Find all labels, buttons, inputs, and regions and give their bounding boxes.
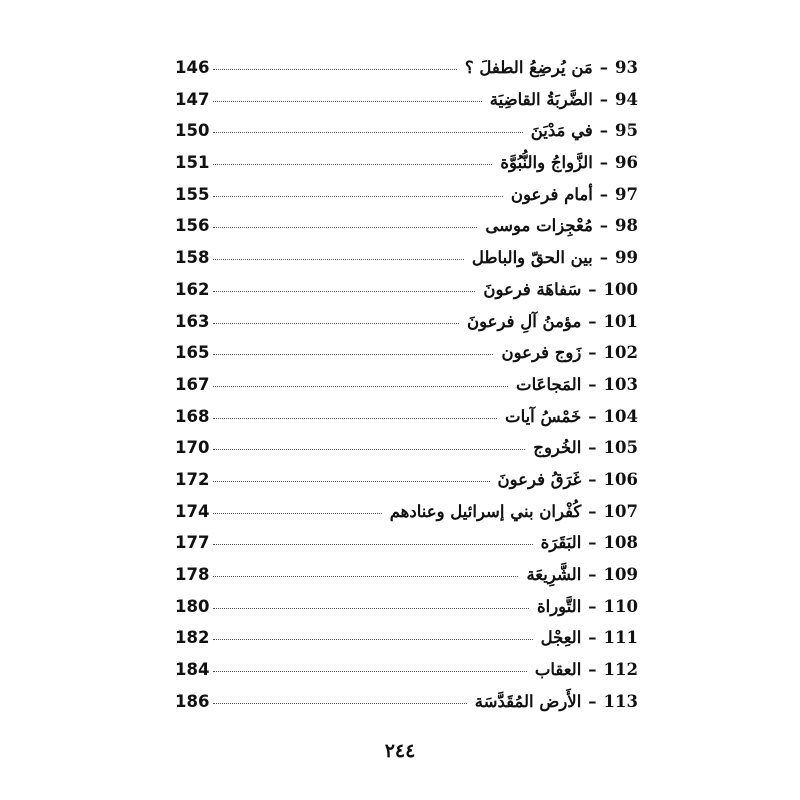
entry-dash: – [588,533,597,553]
entry-title: سَفاهَة فرعونَ [483,279,582,299]
toc-row-113 [175,692,638,724]
dot-leader [213,69,457,70]
dot-leader [213,639,533,640]
entry-dash: – [588,628,597,648]
toc-entry [472,248,638,267]
entry-number: 99 [615,248,638,268]
dot-leader [213,386,508,387]
entry-number: 107 [603,501,638,521]
toc-entry [498,470,638,489]
toc-entry [465,58,638,77]
dot-leader [213,576,518,577]
entry-number: 105 [603,438,638,458]
toc-entry [483,280,638,299]
dot-leader [213,291,475,292]
entry-title: الضَّربَةُ القاضِيَة [489,89,593,109]
toc-entry [511,185,638,204]
toc-row-99 [175,248,638,280]
entry-title: أمام فرعون [510,184,593,204]
entry-number: 100 [603,279,638,299]
entry-dash: – [588,343,597,363]
entry-page-ref: 178 [175,565,210,584]
toc-row-104 [175,407,638,439]
dot-leader [213,418,497,419]
entry-dash: – [599,153,609,173]
entry-page-ref: 168 [175,406,210,426]
entry-number: 101 [603,311,638,331]
entry-dash: – [599,248,609,268]
toc-row-103 [175,375,638,407]
toc-row-105 [175,438,638,470]
dot-leader [213,481,490,482]
entry-dash: – [588,311,597,331]
entry-dash: – [599,184,609,204]
dot-leader [213,354,493,355]
entry-number: 93 [615,58,638,77]
entry-page-ref: 146 [175,58,210,77]
toc-row-93 [175,58,638,90]
entry-dash: – [599,121,609,141]
toc-row-109 [175,565,638,597]
entry-number: 94 [615,89,638,109]
toc-entry [531,121,638,140]
entry-page-ref: 158 [175,248,210,268]
dot-leader [213,513,382,514]
page-number: ٢٤٤ [384,740,416,762]
dot-leader [213,164,492,165]
entry-page-ref: 186 [175,691,210,711]
toc-entry [390,502,638,521]
dot-leader [213,101,482,102]
entry-title: بين الحقّ والباطل [471,248,593,268]
toc-entry [500,153,638,172]
toc-row-100 [175,280,638,312]
entry-number: 113 [603,691,638,711]
entry-title: كُفْران بني إسرائيل وعنادهم [389,501,582,521]
entry-title: التَّوراة [536,596,582,616]
toc-row-95 [175,121,638,153]
entry-title: المَجاعَات [516,374,582,394]
entry-number: 109 [603,565,638,584]
toc-rows [175,58,638,723]
dot-leader [213,671,527,672]
dot-leader [213,608,529,609]
entry-title: البَقَرَة [540,533,582,553]
entry-page-ref: 163 [175,311,210,331]
entry-dash: – [588,501,597,521]
entry-number: 97 [615,184,638,204]
entry-page-ref: 184 [175,660,210,680]
entry-page-ref: 167 [175,374,210,394]
toc-row-97 [175,185,638,217]
dot-leader [213,132,523,133]
entry-dash: – [588,438,597,458]
toc-entry [526,565,638,584]
dot-leader [213,259,464,260]
toc-row-107 [175,502,638,534]
toc-entry [485,216,638,235]
entry-dash: – [599,58,609,77]
entry-page-ref: 177 [175,533,210,553]
entry-title: في مَدْيَنَ [530,121,593,141]
entry-title: زَوج فرعون [501,343,582,363]
toc-entry [490,90,638,109]
dot-leader [213,227,477,228]
entry-number: 102 [603,343,638,363]
entry-number: 108 [603,533,638,553]
table-of-contents [175,58,638,723]
entry-dash: – [588,406,597,426]
toc-entry [537,597,638,616]
entry-title: مؤمنُ آلِ فرعونَ [466,311,582,331]
entry-dash: – [588,279,597,299]
entry-page-ref: 182 [175,628,210,648]
entry-dash: – [588,374,597,394]
toc-row-102 [175,343,638,375]
entry-number: 104 [603,406,638,426]
entry-title: الشَّرِيعَة [526,565,582,584]
entry-number: 110 [603,596,638,616]
toc-row-106 [175,470,638,502]
toc-entry [516,375,638,394]
entry-number: 103 [603,374,638,394]
toc-row-96 [175,153,638,185]
entry-page-ref: 151 [175,153,210,173]
entry-title: خَمْسُ آيات [505,406,582,426]
toc-row-112 [175,660,638,692]
entry-number: 98 [615,216,638,236]
toc-entry [505,407,638,426]
dot-leader [213,703,467,704]
toc-entry [535,660,638,679]
toc-row-111 [175,628,638,660]
entry-dash: – [588,660,597,680]
toc-entry [467,312,638,331]
entry-number: 111 [603,628,638,648]
entry-title: العِجْل [540,628,582,648]
entry-dash: – [588,565,597,584]
toc-entry [541,628,638,647]
entry-page-ref: 170 [175,438,210,458]
entry-page-ref: 172 [175,469,210,489]
entry-title: الزَّواجُ والنُّبُوَّة [500,153,593,173]
entry-dash: – [588,469,597,489]
dot-leader [213,544,533,545]
entry-dash: – [599,89,609,109]
entry-title: الأَرض المُقَدَّسَة [474,691,582,711]
entry-dash: – [588,691,597,711]
toc-entry [501,343,638,362]
dot-leader [213,323,459,324]
toc-entry [475,692,638,711]
entry-page-ref: 150 [175,121,210,141]
entry-title: مُعْجِزات موسى [485,216,593,236]
entry-page-ref: 174 [175,501,210,521]
dot-leader [213,449,525,450]
toc-row-98 [175,216,638,248]
entry-number: 95 [615,121,638,141]
toc-row-101 [175,312,638,344]
toc-row-110 [175,597,638,629]
entry-title: غَرَقُ فرعونَ [497,469,582,489]
entry-title: مَن يُرضِعُ الطفلَ ؟ [464,58,593,77]
dot-leader [213,196,503,197]
entry-number: 106 [603,469,638,489]
entry-page-ref: 180 [175,596,210,616]
entry-number: 96 [615,153,638,173]
toc-entry [541,533,638,552]
entry-page-ref: 155 [175,184,210,204]
toc-row-108 [175,533,638,565]
entry-page-ref: 165 [175,343,210,363]
entry-number: 112 [603,660,638,680]
entry-page-ref: 156 [175,216,210,236]
entry-dash: – [599,216,609,236]
entry-dash: – [588,596,597,616]
toc-entry [533,438,638,457]
entry-page-ref: 147 [175,89,210,109]
entry-title: الخُروج [533,438,582,458]
toc-row-94 [175,90,638,122]
entry-page-ref: 162 [175,279,210,299]
entry-title: العقاب [534,660,582,680]
